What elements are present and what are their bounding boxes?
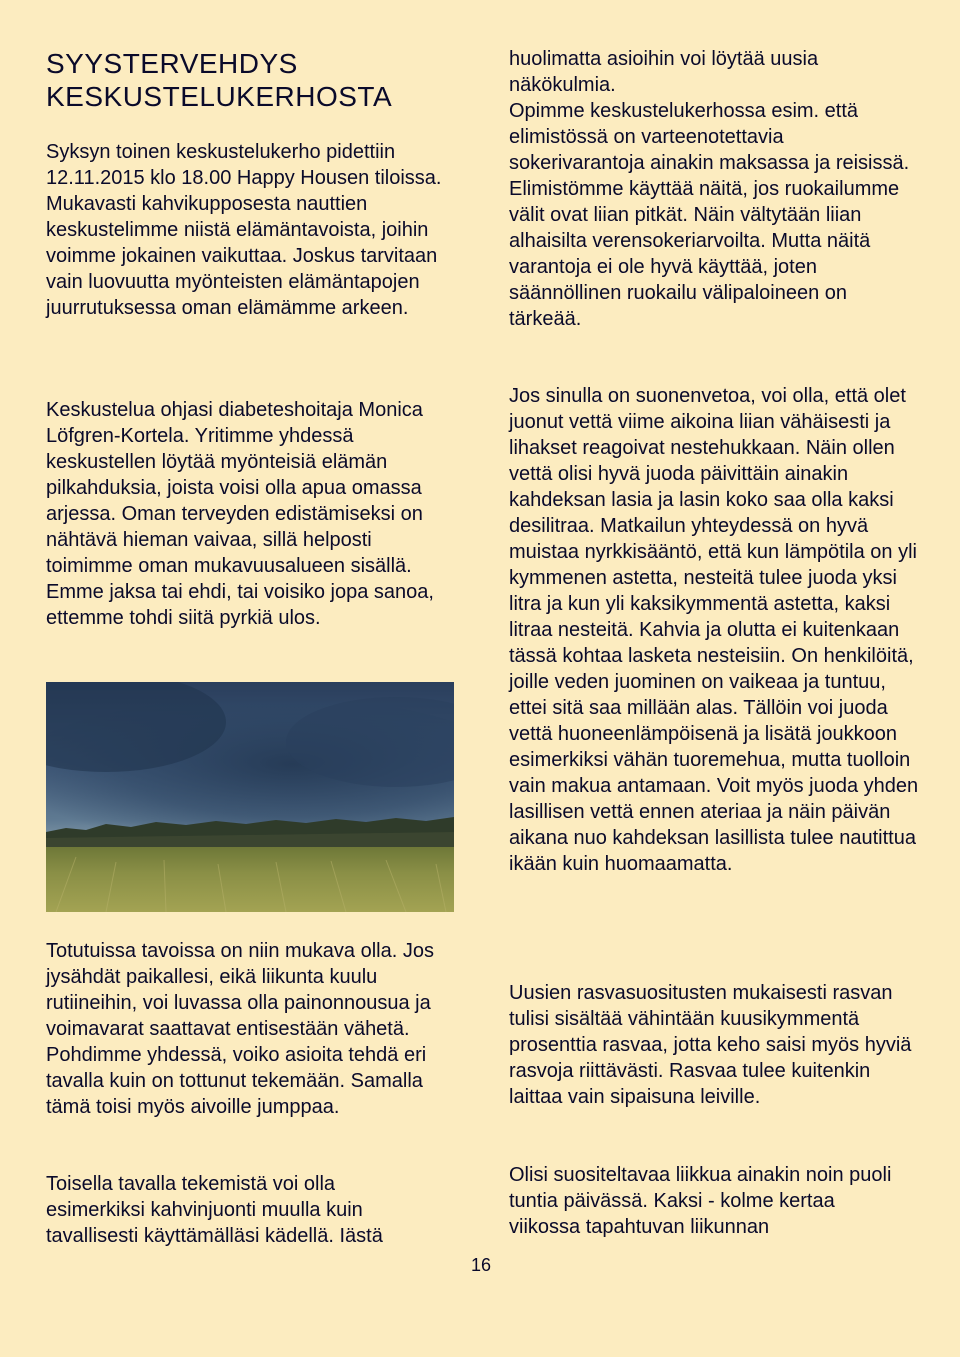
right-paragraph-5: Olisi suositeltavaa liikkua ainakin noin puoli tuntia päivässä. Kaksi - kolme kertaa viikossa tapahtuvan liikunnan: [509, 1164, 892, 1238]
storm-cloud-photo: [46, 682, 454, 912]
article-title-line-1: SYYSTERVEHDYS: [46, 48, 298, 79]
right-paragraph-1: huolimatta asioihin voi löytää uusia näkökulmia.: [509, 48, 819, 96]
left-paragraph-4: Toisella tavalla tekemistä voi olla esimerkiksi kahvinjuonti muulla kuin tavallisesti käyttämälläsi kädellä. Iästä: [46, 1173, 383, 1247]
page-number: 16: [470, 1255, 492, 1275]
right-paragraph-4: Uusien rasvasuositusten mukaisesti rasvan tulisi sisältää vähintään kuusikymmentä prosenttia rasvaa, jotta keho saisi myös hyviä rasvoja riittävästi. Rasvaa tulee kuitenkin laittaa vain sipaisuna leiville.: [509, 982, 912, 1108]
article-title: [46, 47, 466, 113]
right-paragraph-3: Jos sinulla on suonenvetoa, voi olla, että olet juonut vettä viime aikoina liian vähäisesti ja lihakset reagoivat nestehukkaan. Näin ollen vettä olisi hyvä juoda päivittäin ainakin kahdeksan lasia ja lasin koko saa olla kaksi desilitraa. Matkailun yhteydessä on hyvä muistaa nyrkkisääntö, että kun lämpötila on yli kymmenen astetta, nesteitä tulee juoda yksi litra ja kun yli kaksikymmentä astetta, kaksi litraa nesteitä. Kahvia ja olutta ei kuitenkaan tässä kohtaa lasketa nesteisiin. On henkilöitä, joille veden juominen on vaikeaa ja tuntuu, ettei sitä saa millään alas. Tällöin voi juoda vettä huoneenlämpöisenä ja lisätä joukkoon esimerkiksi vähän tuoremehua, mutta tuolloin vain makua antamaan. Voit myös juoda yhden lasillisen vettä ennen ateriaa ja näin päivän aikana nuo kahdeksan lasillista tulee nautittua ikään kuin huomaamatta.: [509, 385, 919, 875]
left-paragraph-1: Syksyn toinen keskustelukerho pidettiin 12.11.2015 klo 18.00 Happy Housen tiloissa. Mukavasti kahvikupposesta nauttien keskustelimme niistä elämäntavoista, joihin voimme jokainen vaikuttaa. Joskus tarvitaan vain luovuutta myönteisten elämäntapojen juurrutuksessa oman elämämme arkeen.: [46, 141, 442, 319]
left-paragraph-2: Keskustelua ohjasi diabeteshoitaja Monica Löfgren-Kortela. Yritimme yhdessä keskustellen löytää myönteisiä elämän pilkahduksia, joista voisi olla apua omassa arjessa. Oman terveyden edistämiseksi on nähtävä hieman vaivaa, sillä helposti toimimme oman mukavuusalueen sisällä. Emme jaksa tai ehdi, tai voisiko jopa sanoa, ettemme tohdi siitä pyrkiä ulos.: [46, 399, 434, 629]
left-paragraph-3: Totutuissa tavoissa on niin mukava olla. Jos jysähdät paikallesi, eikä liikunta kuulu rutiineihin, voi luvassa olla painonnousua ja voimavarat saattavat entisestään vähetä. Pohdimme yhdessä, voiko asioita tehdä eri tavalla kuin on tottunut tekemään. Samalla tämä toisi myös aivoille jumppaa.: [46, 940, 434, 1118]
right-paragraph-2: Opimme keskustelukerhossa esim. että elimistössä on varteenotettavia sokerivarantoja ainakin maksassa ja reisissä. Elimistömme käyttää näitä, jos ruokailumme välit ovat liian pitkät. Näin vältytään liian alhaisilta verensokeriarvoilta. Mutta näitä varantoja ei ole hyvä käyttää, joten säännöllinen ruokailu välipaloineen on tärkeää.: [509, 100, 910, 330]
article-title-line-2: KESKUSTELUKERHOSTA: [46, 81, 393, 112]
